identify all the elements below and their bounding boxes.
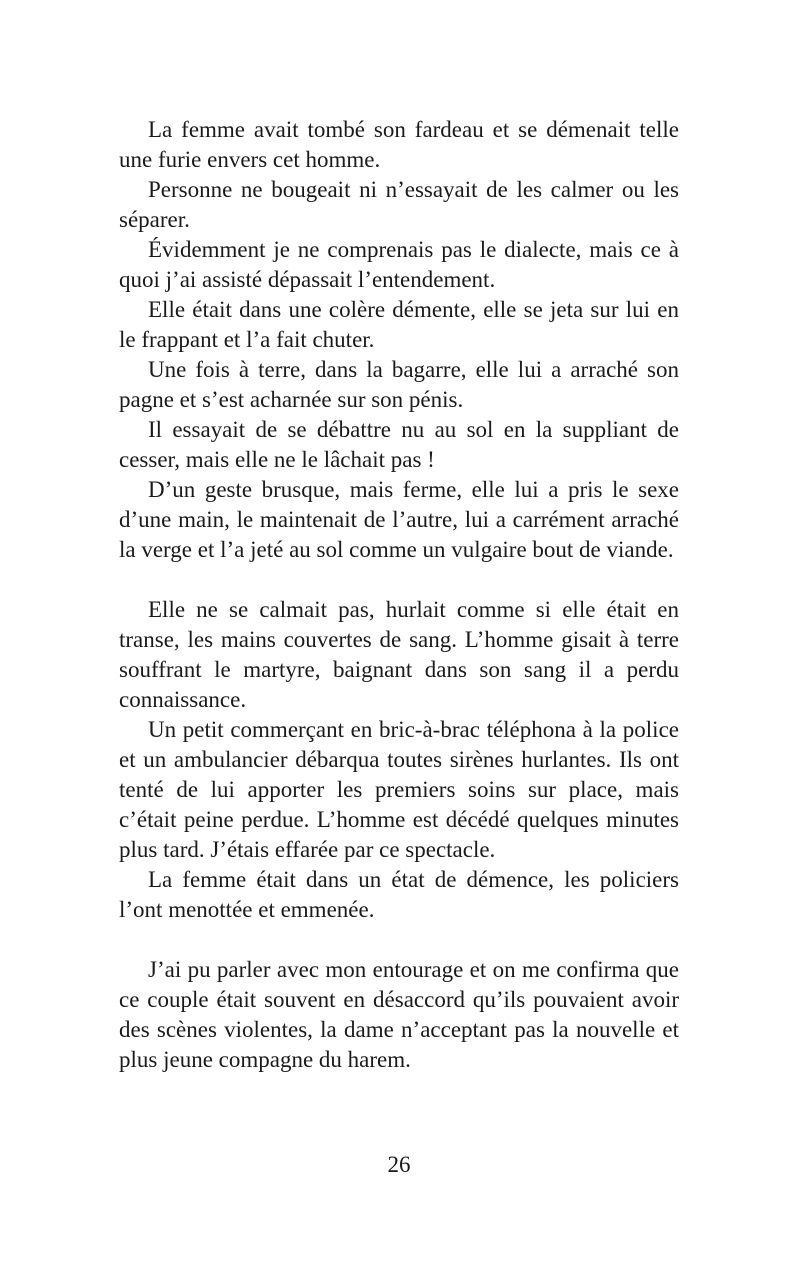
paragraph: Évidemment je ne comprenais pas le dialecte, mais ce à quoi j’ai assisté dépassait l’entendement. <box>119 237 679 292</box>
paragraph: J’ai pu parler avec mon entourage et on me confirma que ce couple était souvent en désaccord qu’ils pouvaient avoir des scènes violentes, la dame n’acceptant pas la nouvelle et plus jeune compagne du harem. <box>119 957 679 1072</box>
paragraph: Elle ne se calmait pas, hurlait comme si elle était en transe, les mains couvertes de sang. L’homme gisait à terre souffrant le martyre, baignant dans son sang il a perdu connaissance. <box>119 597 679 712</box>
paragraph: Elle était dans une colère démente, elle se jeta sur lui en le frappant et l’a fait chuter. <box>119 297 679 352</box>
paragraph: La femme avait tombé son fardeau et se démenait telle une furie envers cet homme. <box>119 117 679 172</box>
paragraph: Il essayait de se débattre nu au sol en la suppliant de cesser, mais elle ne le lâchait pas ! <box>119 417 679 472</box>
page-number: 26 <box>387 1152 411 1177</box>
paragraph: D’un geste brusque, mais ferme, elle lui a pris le sexe d’une main, le maintenait de l’autre, lui a carrément arraché la verge et l’a jeté au sol comme un vulgaire bout de viande. <box>119 477 679 562</box>
paragraph: La femme était dans un état de démence, les policiers l’ont menottée et emmenée. <box>119 867 679 922</box>
body-text <box>119 115 679 1075</box>
paragraph: Un petit commerçant en bric-à-brac téléphona à la police et un ambulancier débarqua toutes sirènes hurlantes. Ils ont tenté de lui apporter les premiers soins sur place, mais c’était peine perdue. L’homme est décédé quelques minutes plus tard. J’étais effarée par ce spectacle. <box>119 717 679 862</box>
paragraph: Personne ne bougeait ni n’essayait de les calmer ou les séparer. <box>119 177 679 232</box>
paragraph: Une fois à terre, dans la bagarre, elle lui a arraché son pagne et s’est acharnée sur son pénis. <box>119 357 679 412</box>
